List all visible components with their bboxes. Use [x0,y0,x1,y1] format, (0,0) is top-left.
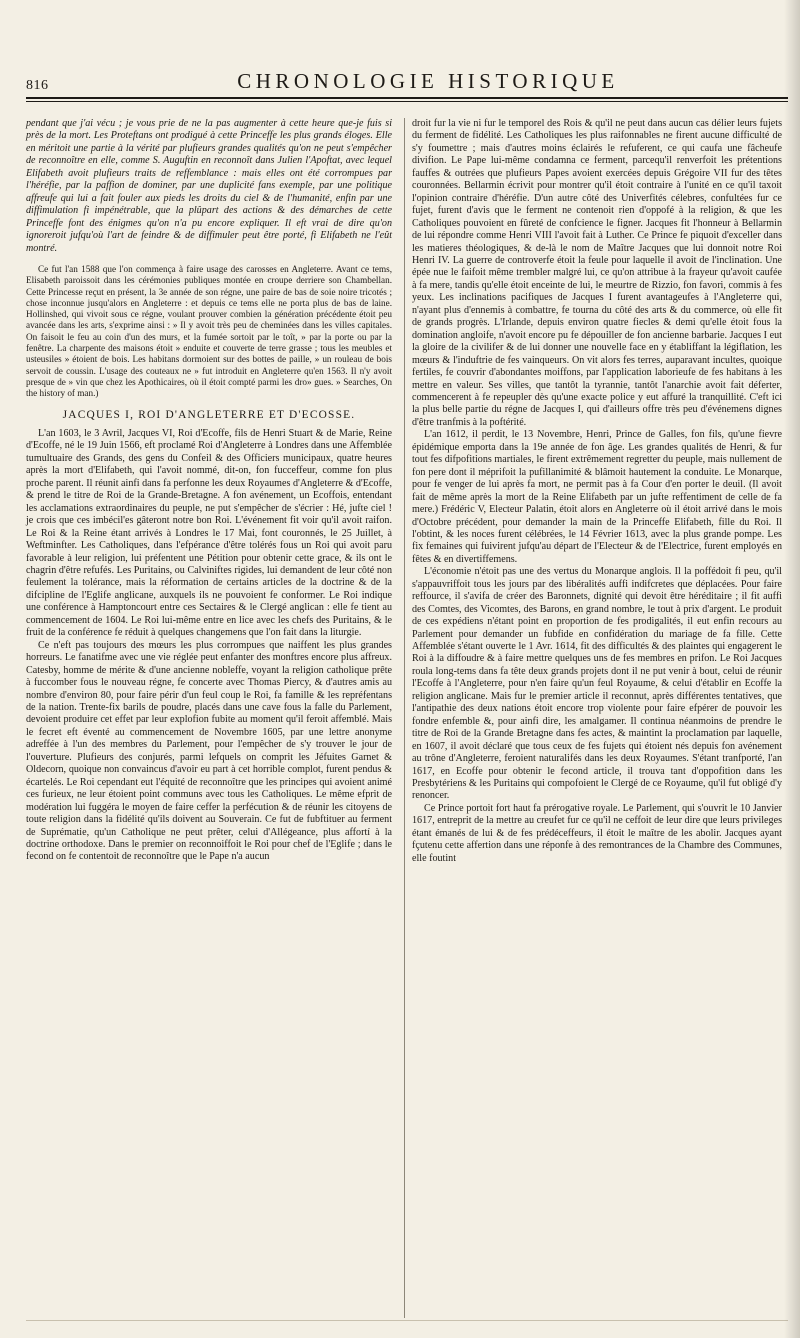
page-number: 816 [26,78,49,93]
header-rule-thin [26,101,788,102]
right-column [412,118,782,865]
left-column [26,118,392,864]
paragraph-prerogative: Ce Prince portoit fort haut fa prérogative royale. Le Parlement, qui s'ouvrit le 10 Janvier 1617, entreprit de la mettre au creufet fur ce qu'il ne ceffoit de leur dire que leurs privileges étant émanés de lui & de fes prédéceffeurs, il étoit le maître de les abolir. Jacques ayant fçutenu cette affertion dans une réponfe à des remontrances de la Chambre des Communes, elle foutint [412,802,782,864]
paragraph-gunpowder-plot: Ce n'eft pas toujours des mœurs les plus corrompues que naiffent les plus grandes horreurs. Le fanatifme avec une vie réglée peut enfanter des monftres encore plus affreux. Catesby, homme de mérite & d'une ancienne nobleffe, voyant la religion catholique prête à fuccomber fous le nouveau régne, fe concerte avec Thomas Piercy, & d'autres amis au nombre d'environ 80, pour faire périr d'un feul coup le Roi, fa famille & les repréfentans de la nation. Trente-fix barils de poudre, placés dans une cave fous la falle du Parlement, devoient produire cet effet par leur explofion fubite au moment qu'il feroit affemblé. Mais le fecret eft éventé au commencement de Novembre 1605, par une lettre anonyme adreffée à l'un des membres du Parlement, pour l'empêcher de s'y trouver le jour de l'ouverture. Plufieurs des conjurés, parmi lefquels on comprit les Jéfuites Garnet & Oldecorn, quoique non convaincus d'avoir eu part à cet horrible complot, furent pendus & écartelés. Le Roi cependant eut l'équité de reconnoître que les principes qui avoient animé ces furieux, ne leur étoient point communs avec tous les Catholiques. Le même efprit de modération lui fuggéra le moyen de faire ceffer la perfécution & de réunir les citoyens de toute religion dans la fidélité qu'ils doivent au Souverain. Ce fut de fubftituer au ferment de Suprématie, qu'un Catholique ne peut prêter, celui d'Allégeance, plus affortí à la doctrine orthodoxe. Dans le premier on reconnoiffoit le Roi pour chef de l'Eglife ; dans le fecond on fe contentoit de reconnoître que le Pape n'a aucun [26,639,392,863]
paragraph-carosses-note: Ce fut l'an 1588 que l'on commença à faire usage des carosses en Angleterre. Avant ce tems, Elisabeth paroissoit dans les cérémonies publiques montée en croupe derriere son Chambellan. Cette Princesse reçut en présent, la 3e année de son régne, une paire de bas de soie noire tricotés ; chose inconnue jusqu'alors en Angleterre : et depuis ce tems elle ne porta plus de bas de laine. Hollinshed, qui vivoit sous ce régne, voulant prouver combien la génération précédente étoit peu avancée dans les arts, s'exprime ainsi : » Il y avoit très peu de cheminées dans les villes capitales. On faisoit le feu au coin d'un des murs, et la fumée sortoit par le toît, » par la porte ou par la fenêtre. La charpente des maisons étoit » enduite et couverte de terre grasse ; tous les meubles et usteusiles » étoient de bois. Les habitans dormoient sur des bottes de paille, » un rouleau de bois servoit de coussin. L'usage des couteaux ne » fut introduit en Angleterre qu'en 1563. Il n'y avoit presque de » vin que chez les Apothicaires, où il étoit compté parmi les dro» gues. » Searches, On the history of man.) [26,263,392,399]
section-title-jacques-i: JACQUES I, ROI D'ANGLETERRE ET D'ECOSSE. [62,408,356,421]
paragraph-economie: L'économie n'étoit pas une des vertus du Monarque anglois. Il la poffédoit fi peu, qu'il s'appauvriffoit tous les jours par des libéralités auffi indifcretes que déplacées. Pour faire reffource, il s'avifa de créer des Baronnets, dignité qui devoit être héréditaire ; il fit auffi des Comtes, des Vicomtes, des Barons, en grand nombre, le tout à prix d'argent. Le produit de ces expédiens n'étant point en proportion de fes prodigalités, il eut enfin recours au Parlement pour demander un fubfide en confidération du mariage de fa fille. Cette Affemblée s'étant ouverte le 1 Avr. 1614, fit des difficultés & des plaintes qui engagerent le Roi à la diffoudre & à faire mettre quelques uns de fes membres en prifon. Le Roi Jacques roula long-tems dans fa tête deux grands projets dont il ne put venir à bout, celui de réunir l'Ecoffe à l'Angleterre, pour n'en faire qu'un feul Royaume, & celui d'établir en Ecoffe la religion anglicane. Mais fur le premier article il reconnut, après différentes tentatives, que l'antipathie des deux nations étoit encore trop violente pour faire efpérer de pouvoir les fondre enfemble &, pour ainfi dire, les amalgamer. Il continua néanmoins de prendre le titre de Roi de la Grande Bretagne dans fes actes, & maintint la proclamation par laquelle, en 1607, il avoit déclaré que tous ceux de fes fujets qui étoient nés depuis fon avénement au trône d'Angleterre, feroient naturalifés dans les deux Royaumes. S'étant tranfporté, l'an 1617, en Ecoffe pour obtenir le fecond article, il trouva tant d'oppofition dans les Presbytériens & les Puritains qui compofoient le Clergé de ce Royaume, qu'il fut obligé d'y renoncer. [412,566,782,802]
paragraph-oath-allegiance: droit fur la vie ni fur le temporel des Rois & qu'il ne peut dans aucun cas délier leurs fujets du ferment de fidélité. Les Catholiques les plus raifonnables ne firent aucune difficulté de s'y foumettre ; mais d'autres moins éclairés le refuferent, ce qui caufa une fâcheufe divifion. Le Pape lui-même condamna ce ferment, parcequ'il renverfoit les prétentions fauffes & outrées que plufieurs Papes avoient exercées depuis Grégoire VII fur des têtes couronnées. Bellarmin écrivit pour montrer qu'il étoit contraire à l'unité en ce qu'il taxoit l'opinion contraire d'héréfie. D'un autre côté des Univerfités célebres, confultées fur ce fujet, furent d'avis que le ferment ne contenoit rien d'oppofé à la religion, & que les Catholiques pouvoient en fûreté de confcience le figner. Jacques fit l'honneur à Bellarmin de lui répondre comme Henri VIII l'avoit fait à Luther. Ce Prince fe piquoit d'exceller dans les matieres théologiques, & de-là le nom de Maître Jacques que lui donnoit notre Roi Henri IV. La guerre de controverfe étoit la feule pour laquelle il avoit de l'inclination. Une épée nue le faifoit même trembler malgré lui, ce qu'on attribue à la frayeur qu'avoit caufée à fa mere, tandis qu'elle étoit enceinte de lui, le meurtre de Rizzio, fon favori, commis à fes yeux. Les inclinations pacifiques de Jacques I furent avantageufes à l'Angleterre qui, n'ayant plus d'ennemis à combattre, fe tourna du côté des arts & du commerce, où elle fit de grands progrès. L'Irlande, depuis environ quatre fiecles & demi qu'elle étoit fous la domination angloife, n'avoit encore pu fe dépouiller de fon ancienne barbarie. Jacques I eut la gloire de la civilifer & de lui donner une nouvelle face en y établiffant la légiflation, les mœurs & l'induftrie de fes vainqueurs. On vit alors fes terres, auparavant incultes, quoique fertiles, fe couvrir d'abondantes moiffons, par l'application laborieufe de fes habitans à les mettre en valeur. Ses villes, que tantôt la tyrannie, tantôt l'anarchie avoit fait déferter, commencerent à fe repeupler dès qu'une exacte police y eut affuré la tranquillité. C'eft ici la plus belle partie du régne de Jacques I, qui d'ailleurs offre très peu d'événemens dignes d'être tranfmis à la poftérité. [412,118,782,428]
header-rule-thick [26,97,788,99]
page-bottom-edge [26,1320,788,1321]
paragraph-elizabeth-epilogue: pendant que j'ai vécu ; je vous prie de ne la pas augmenter à cette heure que-je fuis si près de la mort. Les Proteftans ont prodigué à cette Princeffe les plus grands éloges. Elle en méritoit une partie à la vérité par plufieurs grandes qualités qu'on ne peut s'empêcher de reconnoître en elle, comme S. Auguftin en reconnoît dans Julien l'Apoftat, avec lequel Elifabeth avoit plufieurs traits de reffemblance : mais elles ont été corrompues par l'héréfie, par la paffion de dominer, par une duplicité fans exemple, par une politique affreufe qui lui a fait fouler aux pieds les droits du ciel & de l'humanité, enfin par une diffimulation fi impénétrable, que la plûpart des actions & des démarches de cette Princeffe font des énigmes qu'on n'a pu encore expliquer. Il eft vrai de dire qu'on ignoreroit jufqu'où l'art de feindre & de diffimuler peut être porté, fi Elifabeth ne l'eût montré. [26,118,392,254]
paragraph-jacques-accession: L'an 1603, le 3 Avril, Jacques VI, Roi d'Ecoffe, fils de Henri Stuart & de Marie, Reine d'Ecoffe, né le 19 Juin 1566, eft proclamé Roi d'Angleterre à Londres dans une Affemblée tumultuaire des Grands, des gens du Confeil & des Officiers municipaux, quatre heures après la mort d'Elifabeth, qui l'avoit nommé, dit-on, fon fucceffeur, comme fon plus proche parent. Il réunit ainfi dans fa perfonne les deux Royaumes d'Angleterre & d'Ecoffe, & prend le titre de Roi de la Grande-Bretagne. A fon avénement, un Ecoffois, entendant les acclamations extraordinaires du peuple, ne put s'empêcher de s'écrier : Hé, jufte ciel ! je crois que ces imbécil'es gâteront notre bon Roi. L'événement fit voir qu'il avoit raifon. Le Roi & la Reine étant arrivés à Londres le 17 Mai, font couronnés, le 25 Juillet, à Weftminfter. Les Catholiques, dans l'efpérance d'être tolérés fous un Roi qui avoit paru favorable à leur religion, lui préfentent une Pétition pour obtenir cette grace, & ils ont le chagrin d'être refufés. Les Puritains, ou Calviniftes rigides, lui demandent de leur côté non feulement la tolérance, mais la réformation de certains articles de la doctrine & de la difcipline de l'Eglife anglicane, auxquels ils ne pouvoient fe conformer. Le Roi indique une conférence à Hamptoncourt entre ces Sectaires & le Clergé anglican : elle fe tient au commencement de 1604. Le Roi lui-même entre en lice avec les chefs des Puritains, & le fruit de la conférence fe réduit à quelques changemens que l'on fait dans la liturgie. [26,428,392,639]
page-header [26,68,786,94]
page-edge-shadow [784,0,800,1338]
running-head: CHRONOLOGIE HISTORIQUE [237,69,619,93]
column-divider [404,118,405,1318]
paragraph-prince-henri: L'an 1612, il perdit, le 13 Novembre, Henri, Prince de Galles, fon fils, qu'une fievre épidémique emporta dans la 19e année de fon âge. Les grandes qualités de Henri, & fur tout fes difpofitions martiales, le firent extrêmement regretter du peuple, mais nullement de fon pere dont il méprifoit la pufillanimité & blâmoit hautement la conduite. Le Monarque, pour fe venger de lui après fa mort, ne permit pas à fa Cour d'en porter le deuil. (Il avoit fait de même après la mort de la Reine Elifabeth par un jufte reffentiment de celle de fa mere.) Frédéric V, Electeur Palatin, étoit alors en Angleterre où il étoit arrivé dans le mois d'Octobre précédent, pour demander la main de la Princeffe Elifabeth, fille du Roi. Il l'obtint, & les noces furent célébrées, le 14 Février 1613, avec la plus grande pompe. Les fix femaines qui fuivirent jufqu'au départ de l'Electeur & de l'Electrice, furent employés en fêtes & en divertiffemens. [412,429,782,565]
